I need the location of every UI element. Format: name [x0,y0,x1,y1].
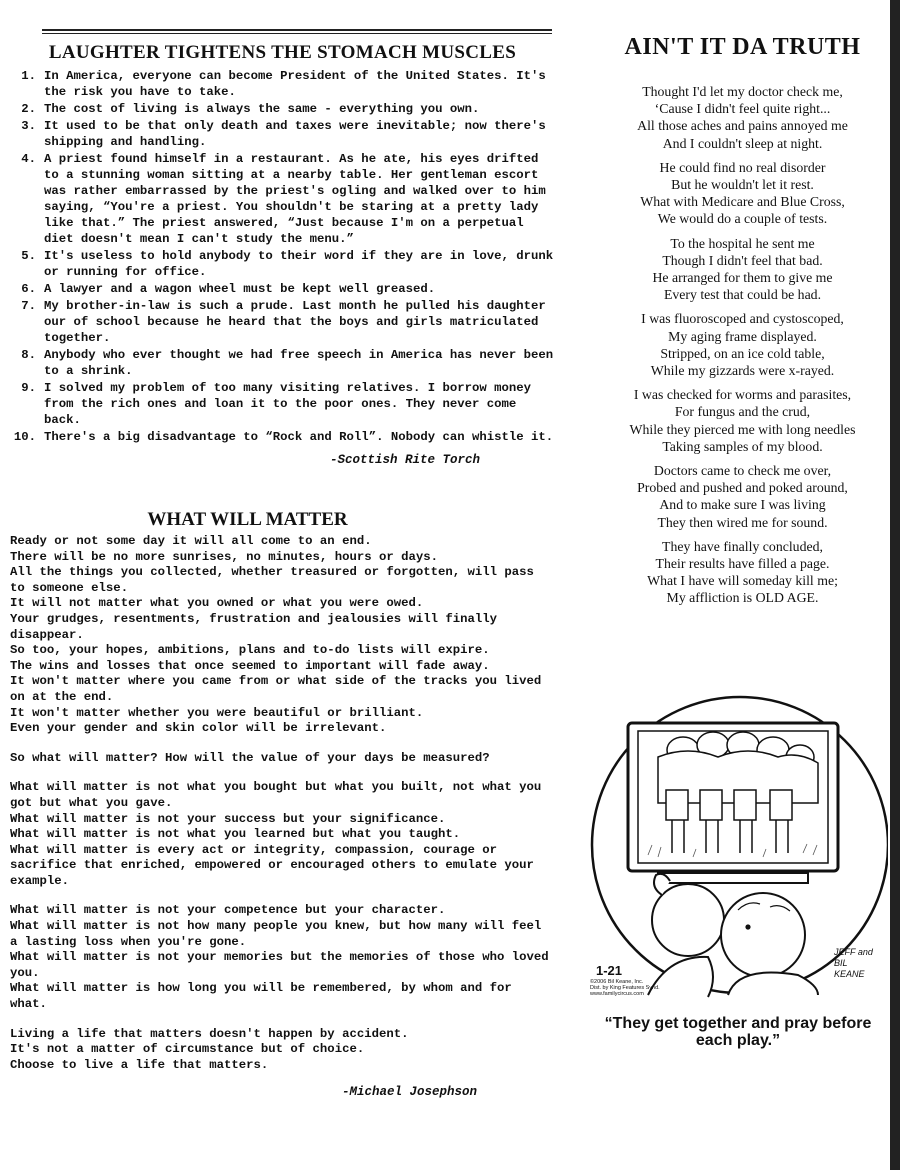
joke-item [10,101,555,117]
poem-line: Though I didn't feel that bad. [662,252,823,268]
matter-line: What will matter is every act or integrity, compassion, courage or sacrifice that enriched, empowered or encouraged others to emulate your example. [10,842,534,888]
matter-line: What will matter is not how many people you knew, but how many will feel a lasting loss when you're gone. [10,919,542,949]
matter-line: It won't matter where you came from or what side of the tracks you lived on at the end. [10,674,542,704]
joke-number: 7. [21,299,36,313]
joke-text: Anybody who ever thought we had free speech in America has never been to a shrink. [44,348,554,378]
joke-text: A lawyer and a wagon wheel must be kept well greased. [44,282,436,296]
poem-line: ‘Cause I didn't feel quite right... [654,101,831,117]
paragraph-gap [10,766,555,780]
poem-stanza [600,538,885,607]
poem-line: Stripped, on an ice cold table, [660,345,825,361]
joke-item [10,429,555,445]
joke-number: 4. [21,152,36,166]
joke-text: A priest found himself in a restaurant. As he ate, his eyes drifted to a stunning woman sitting at a nearby table. Her gentleman escort was rather embarrassed by the priest's ogling and walked over to him saying, “You're a priest. You shouldn't be staring at a pretty lady like that.” The priest answered, “Just because I'm on a perpetual diet doesn't mean I can't study the menu.” [44,152,546,246]
joke-number: 3. [21,119,36,133]
paragraph-gap [10,889,555,903]
matter-line: It won't matter whether you were beautiful or brilliant. [10,705,424,720]
poem-stanza [600,462,885,531]
right-column [600,34,885,614]
poem-line: Every test that could be had. [663,287,822,303]
poem-stanza [600,235,885,304]
top-rule [42,29,552,31]
joke-item [10,118,555,150]
joke-item [10,248,555,280]
poem-line: For fungus and the crud, [674,404,811,420]
cartoon-copyright [590,979,660,997]
matter-line: So what will matter? How will the value of your days be measured? [10,750,490,765]
laughter-title: LAUGHTER TIGHTENS THE STOMACH MUSCLES [48,42,517,63]
poem-line: To the hospital he sent me [670,235,815,251]
matter-line: Your grudges, resentments, frustration and jealousies will finally disappear. [10,611,498,642]
joke-item [10,380,555,428]
poem-line: Thought I'd let my doctor check me, [642,84,843,99]
matter-line: What will matter is not what you bought but what you built, not what you got but what you gave. [10,780,542,810]
joke-text: I solved my problem of too many visiting relatives. I borrow money from the rich ones and loan it to the poor ones. They never come back. [44,381,532,427]
joke-text: It used to be that only death and taxes were inevitable; now there's shipping and handling. [44,119,546,149]
paragraph-gap [10,737,555,751]
joke-item [10,281,555,297]
cartoon-caption: “They get together and pray before each play.” [604,1015,872,1049]
joke-number: 8. [21,348,36,362]
joke-text: In America, everyone can become President of the United States. It's the risk you have to take. [44,69,546,99]
poem-stanza [600,386,885,455]
poem-line: He arranged for them to give me [652,270,833,286]
poem-line: What I have will someday kill me; [647,573,838,589]
poem-line: I was checked for worms and parasites, [633,387,852,403]
joke-item [10,298,555,346]
matter-line: What will matter is not your competence but your character. [10,903,446,918]
poem-line: They then wired me for sound. [657,514,828,530]
poem-line: And I couldn't sleep at night. [662,135,823,151]
poem-line: And to make sure I was living [659,497,826,513]
poem-line: Doctors came to check me over, [653,463,832,479]
poem-line: They have finally concluded, [662,538,823,554]
joke-text: There's a big disadvantage to “Rock and Roll”. Nobody can whistle it. [44,430,554,444]
paragraph-gap [10,1013,555,1027]
matter-line: All the things you collected, whether treasured or forgotten, will pass to someone else. [10,565,534,595]
poem-line: But he wouldn't let it rest. [671,177,814,193]
left-column [10,38,555,1099]
truth-title: AIN'T IT DA TRUTH [624,34,861,60]
poem-line: While they pierced me with long needles [629,421,856,437]
matter-line: So too, your hopes, ambitions, plans and to-do lists will expire. [10,643,490,658]
joke-number: 2. [21,102,36,116]
poem-line: Their results have filled a page. [655,556,830,572]
matter-line: What will matter is not your success but your significance. [10,811,446,826]
matter-title: WHAT WILL MATTER [147,509,348,530]
cartoon-signature: JEFF and BIL KEANE [834,947,873,979]
matter-attribution: -Michael Josephson [341,1085,477,1100]
poem-line: While my gizzards were x-rayed. [650,363,835,379]
joke-number: 6. [21,282,36,296]
joke-number: 5. [21,249,36,263]
joke-item [10,68,555,100]
joke-number: 1. [21,69,36,83]
poem-line: Probed and pushed and poked around, [637,480,848,496]
joke-item [10,347,555,379]
matter-line: Choose to live a life that matters. [10,1057,269,1072]
poem-line: All those aches and pains annoyed me [637,118,848,134]
laughter-attribution: -Scottish Rite Torch [329,453,480,467]
joke-text: It's useless to hold anybody to their word if they are in love, drunk or running for office. [44,249,554,279]
poem-line: My affliction is OLD AGE. [666,590,819,606]
poem-line: We would do a couple of tests. [657,211,828,227]
poem-line: He could find no real disorder [659,159,826,175]
laughter-list [10,68,555,445]
joke-text: The cost of living is always the same - everything you own. [44,102,480,116]
matter-line: What will matter is not your memories but the memories of those who loved you. [10,950,549,980]
joke-item [10,151,555,247]
copyright-line: ©2006 Bil Keane, Inc. [590,979,644,985]
poem-line: I was fluoroscoped and cystoscoped, [641,311,844,327]
matter-line: The wins and losses that once seemed to important will fade away. [10,658,490,673]
matter-line: It's not a matter of circumstance but of choice. [10,1042,365,1057]
matter-line: It will not matter what you owned or what you were owed. [10,596,424,611]
copyright-line: www.familycircus.com [590,991,644,997]
poem-stanza [600,83,885,152]
poem-line: What with Medicare and Blue Cross, [640,194,845,210]
matter-body [10,534,555,1073]
poem-stanza [600,159,885,228]
joke-number: 10. [13,430,36,444]
page-edge-shadow [890,0,900,1170]
top-rule-thin [42,33,552,34]
family-circus-cartoon [588,695,888,1000]
copyright-line: Dist. by King Features Synd. [590,985,660,991]
matter-line: What will matter is not what you learned but what you taught. [10,827,461,842]
poem-stanza [600,310,885,379]
joke-text: My brother-in-law is such a prude. Last month he pulled his daughter our of school because he heard that the boys and girls matriculated together. [44,299,546,345]
matter-line: There will be no more sunrises, no minutes, hours or days. [10,549,439,564]
cartoon-date: 1-21 [596,963,623,978]
matter-line: Living a life that matters doesn't happen by accident. [10,1026,409,1041]
truth-poem [600,83,885,607]
poem-line: Taking samples of my blood. [662,438,823,454]
matter-line: Even your gender and skin color will be irrelevant. [10,721,387,736]
joke-number: 9. [21,381,36,395]
matter-line: What will matter is how long you will be remembered, by whom and for what. [10,981,512,1012]
matter-line: Ready or not some day it will all come to an end. [10,534,372,548]
poem-line: My aging frame displayed. [668,328,817,344]
